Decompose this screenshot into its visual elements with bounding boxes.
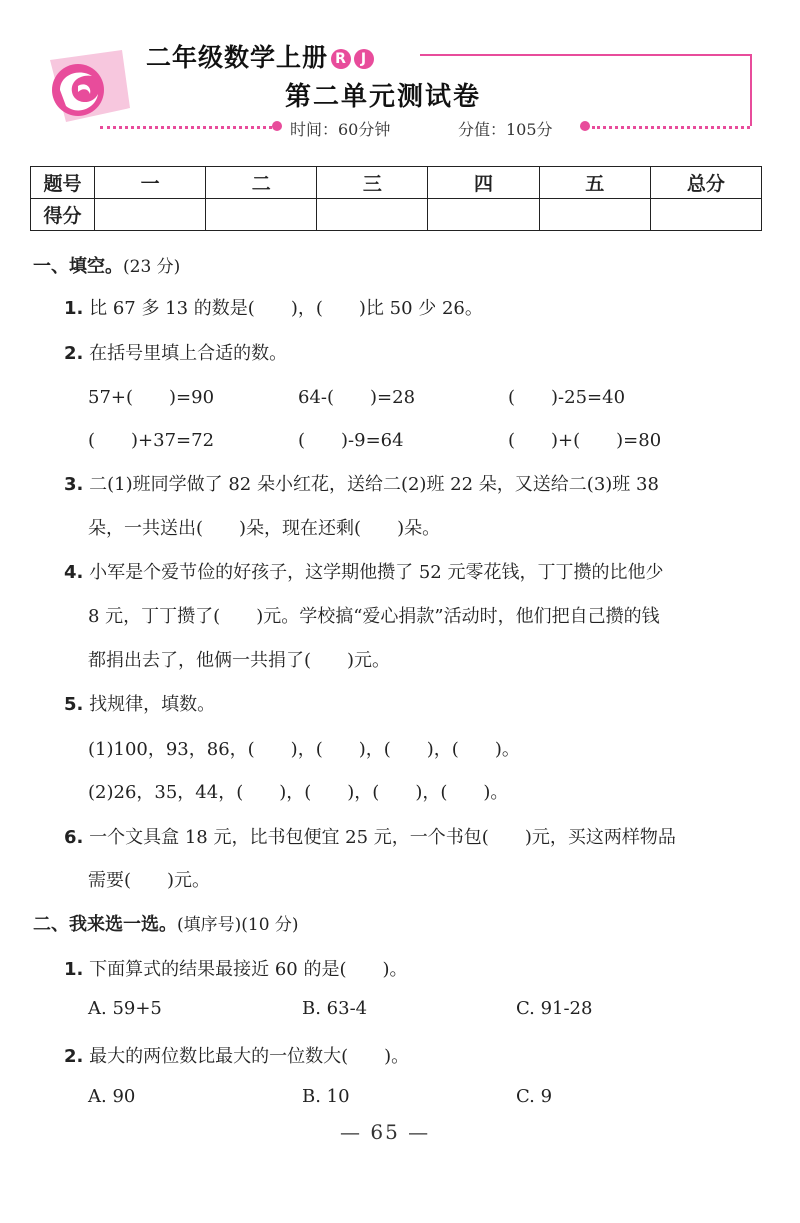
option-a: A. 59+5 — [88, 998, 162, 1019]
table-cell: 三 — [317, 167, 428, 199]
table-cell: 二 — [206, 167, 317, 199]
question-2: 2. 在括号里填上合适的数。 — [64, 343, 288, 364]
table-cell: 总分 — [650, 167, 761, 199]
header-rule-vertical — [750, 54, 752, 126]
equation: ( )-25=40 — [508, 387, 626, 408]
edition-badge-r: R — [331, 49, 351, 69]
equation: 57+( )=90 — [88, 387, 215, 408]
option-b: B. 63-4 — [302, 998, 368, 1019]
score-input-cell[interactable] — [428, 199, 539, 231]
exam-score: 分值：105分 — [458, 120, 553, 139]
option-a: A. 90 — [88, 1086, 136, 1107]
score-input-cell[interactable] — [539, 199, 650, 231]
question-6: 6. 一个文具盒 18 元，比书包便宜 25 元，一个书包( )元，买这两样物品 — [64, 827, 676, 848]
score-input-cell[interactable] — [206, 199, 317, 231]
score-input-cell[interactable] — [317, 199, 428, 231]
page-number: — 65 — — [340, 1120, 431, 1144]
equation: 64-( )=28 — [298, 387, 416, 408]
edition-badge-j: J — [354, 49, 374, 69]
table-cell: 五 — [539, 167, 650, 199]
table-row — [31, 199, 762, 231]
choice-question-2: 2. 最大的两位数比最大的一位数大( )。 — [64, 1046, 410, 1067]
paper-title: 第二单元测试卷 — [285, 82, 482, 112]
table-cell: 一 — [95, 167, 206, 199]
question-1: 1. 比 67 多 13 的数是( )，( )比 50 少 26。 — [64, 298, 483, 319]
question-4-cont: 8 元，丁丁攒了( )元。学校搞“爱心捐款”活动时，他们把自己攒的钱 — [88, 606, 660, 627]
score-table — [30, 166, 762, 231]
dotted-divider-left — [100, 126, 272, 129]
question-4: 4. 小军是个爱节俭的好孩子，这学期他攒了 52 元零花钱，丁丁攒的比他少 — [64, 562, 664, 583]
question-4-cont: 都捐出去了，他俩一共捐了( )元。 — [88, 650, 391, 671]
header-rule — [420, 54, 752, 56]
divider-dot — [580, 121, 590, 131]
choice-question-1: 1. 下面算式的结果最接近 60 的是( )。 — [64, 959, 408, 980]
option-c: C. 91-28 — [516, 998, 593, 1019]
equation: ( )+( )=80 — [508, 430, 662, 451]
question-5: 5. 找规律，填数。 — [64, 694, 216, 715]
table-cell: 题号 — [31, 167, 95, 199]
table-row — [31, 167, 762, 199]
book-title: 二年级数学上册 R J — [146, 38, 374, 74]
divider-dot — [272, 121, 282, 131]
exam-time: 时间：60分钟 — [290, 120, 391, 139]
table-cell: 得分 — [31, 199, 95, 231]
equation: ( )+37=72 — [88, 430, 215, 451]
section-heading: 一、填空。(23 分) — [33, 256, 181, 277]
option-c: C. 9 — [516, 1086, 553, 1107]
table-cell: 四 — [428, 167, 539, 199]
section-heading: 二、我来选一选。(填序号)(10 分) — [33, 914, 299, 935]
question-3-cont: 朵，一共送出( )朵，现在还剩( )朵。 — [88, 518, 441, 539]
sequence-2: (2)26，35，44，( )，( )，( )，( )。 — [88, 782, 509, 803]
score-input-cell[interactable] — [95, 199, 206, 231]
sequence-1: (1)100，93，86，( )，( )，( )，( )。 — [88, 739, 520, 760]
publisher-logo — [38, 46, 134, 126]
question-6-cont: 需要( )元。 — [88, 870, 211, 891]
equation: ( )-9=64 — [298, 430, 404, 451]
option-b: B. 10 — [302, 1086, 350, 1107]
dotted-divider-right — [592, 126, 750, 129]
question-3: 3. 二(1)班同学做了 82 朵小红花，送给二(2)班 22 朵，又送给二(3)班 38 — [64, 474, 659, 495]
score-input-cell[interactable] — [650, 199, 761, 231]
